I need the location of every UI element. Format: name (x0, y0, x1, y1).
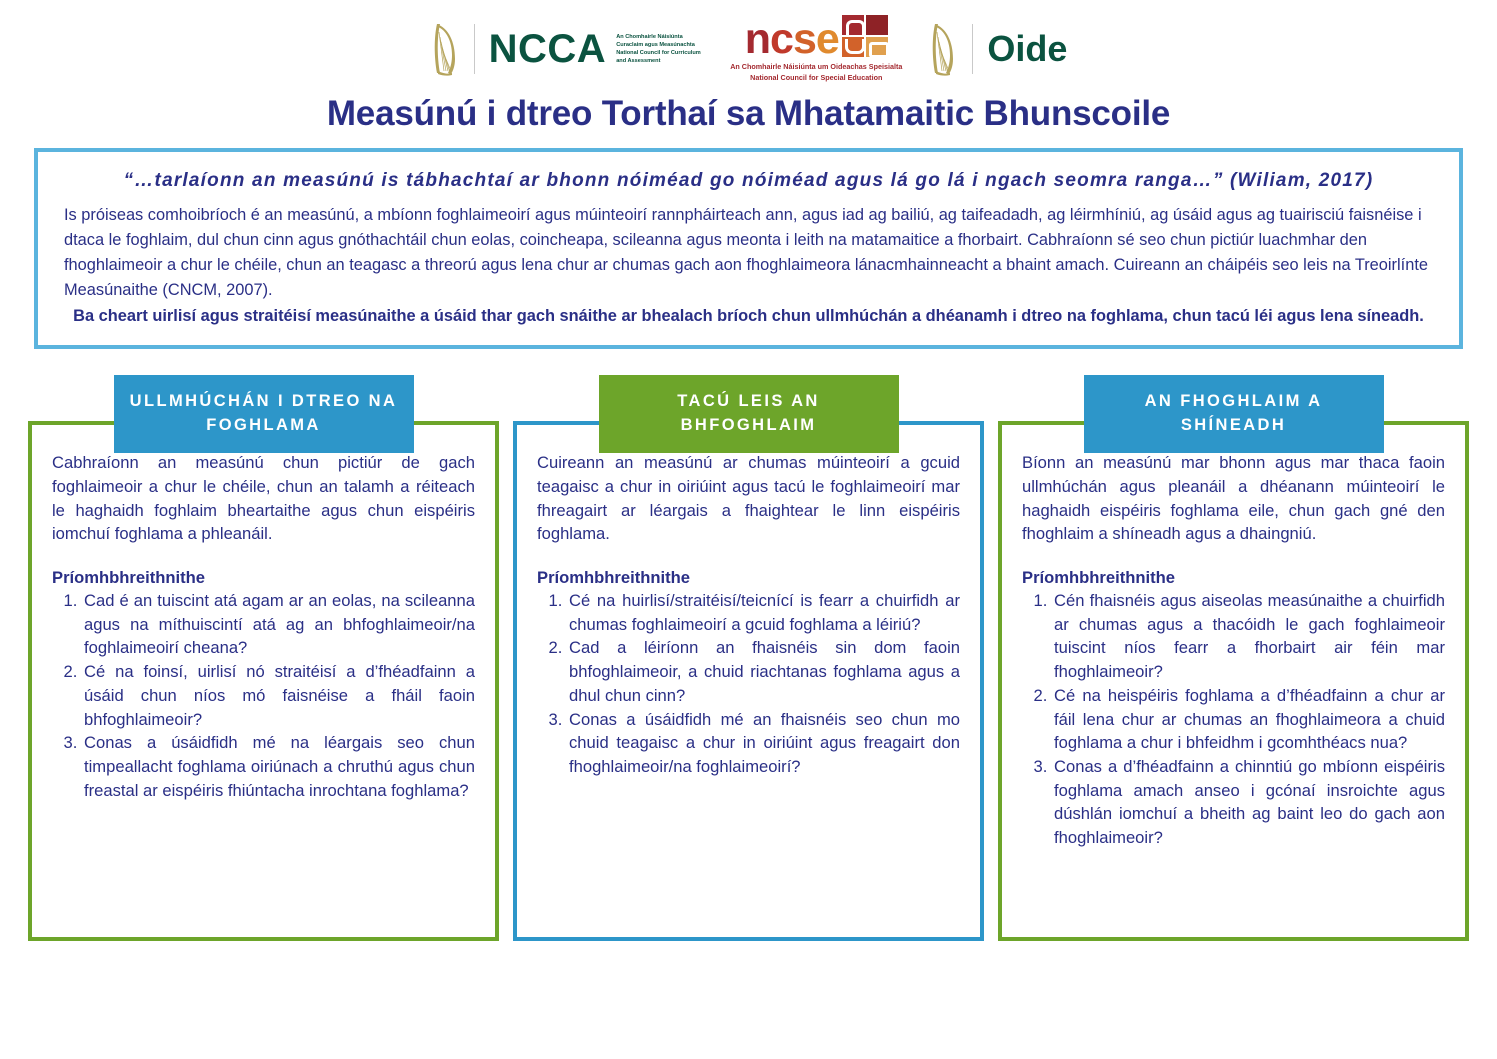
ncse-caption (730, 62, 902, 83)
quote-emphasis-text: Ba cheart uirlisí agus straitéisí measúnaithe a úsáid thar gach snáithe ar bhealach bríoch chun ullmhúchán a dhéanamh i dtreo na foghlama, chun tacú léi agus lena síneadh. (73, 307, 1424, 326)
column-intro-3: Bíonn an measúnú mar bhonn agus mar thaca faoin ullmhúchán agus pleanáil a dhéanann múinteoirí le haghaidh eispéiris foghlama eile, chun gach gné den fhoghlaim a shíneadh agus a dhaingniú. (1022, 453, 1445, 544)
irish-harp-icon (430, 21, 460, 77)
column-frame-3 (998, 421, 1469, 941)
quote-box (34, 148, 1463, 349)
list-item: 1. Cé na huirlisí/straitéisí/teicnící is fearr a chuirfidh ar chumas foghlaimeoirí a gcuid foghlama a léiriú? (567, 589, 960, 636)
list-item: 3. Conas a úsáidfidh mé an fhaisnéis seo chun mo chuid teagaisc a chur in oiriúint agus freagairt don fhoghlaimeoir/na foghlaimeoirí? (567, 708, 960, 779)
oide-logo (928, 21, 1067, 77)
column-intro-2: Cuireann an measúnú ar chumas múinteoirí a gcuid teagaisc a chur in oiriúint agus tacú le foghlaimeoirí mar fhreagairt ar léargais a fhaightear le linn eispéiris foghlama. (537, 453, 960, 544)
ncse-caption-irish: An Chomhairle Náisiúnta um Oideachas Speisialta (730, 62, 903, 72)
ncse-letter-s: s (792, 14, 816, 63)
ncca-logo (430, 21, 709, 77)
ncse-caption-english: National Council for Special Education (750, 72, 883, 82)
question-list-1 (52, 589, 475, 802)
ncca-subtitle: An Chomhairle Náisiúnta Curaclaim agus Measúnachta National Council for Curriculum and Assessment (616, 33, 701, 65)
column-subhead-3: Príomhbhreithnithe (1022, 568, 1176, 587)
ncca-wordmark: NCCA (488, 27, 607, 71)
list-item: 3. Conas a d’fhéadfainn a chinntiú go mbíonn eispéiris foghlama amach anseo i gcónaí insroichte agus dúshlán iomchuí a bheith ag baint leo do gach aon fhoghlaimeoir? (1052, 755, 1445, 850)
irish-harp-icon-2 (928, 21, 958, 77)
column-frame-1 (28, 421, 499, 941)
three-column-section (28, 375, 1469, 941)
list-item: 2. Cé na heispéiris foghlama a d’fhéadfainn a chur ar fáil lena chur ar chumas an fhoghlaimeora a chuid foghlama a chur i bhfeidhm i gcomhthéacs nua? (1052, 684, 1445, 755)
question-list-3 (1022, 589, 1445, 850)
ncse-squares-icon (842, 15, 888, 57)
list-item: 1. Cén fhaisnéis agus aiseolas measúnaithe a chuirfidh ar chumas agus a thacóidh le gach foghlaimeoir tuiscint níos fearr a fhorbairt air féin mar fhoghlaimeoir? (1052, 589, 1445, 684)
column-fhoghlaim-shineadh (998, 375, 1469, 941)
column-subhead-1: Príomhbhreithnithe (52, 568, 206, 587)
list-item: 3. Conas a úsáidfidh mé na léargais seo chun timpeallacht foghlama oiriúnach a chruthú agus chun freastal ar eispéiris fhiúntacha inrochtana foghlama? (82, 731, 475, 802)
ncse-letter-n: n (744, 14, 771, 63)
logo-divider-2 (972, 24, 973, 74)
logo-bar (0, 0, 1497, 92)
ncse-letter-c: c (770, 14, 793, 63)
column-header-tacu: TACÚ LEIS AN BHFOGHLAIM (599, 375, 899, 453)
ncse-logo (730, 15, 902, 83)
column-header-fhoghlaim: AN FHOGHLAIM A SHÍNEADH (1084, 375, 1384, 453)
column-subhead-2: Príomhbhreithnithe (537, 568, 691, 587)
ncse-wordmark (744, 14, 888, 63)
list-item: 1. Cad é an tuiscint atá agam ar an eolas, na scileanna agus na míthuiscintí atá ag an bhfoghlaimeoir/na foghlaimeoirí cheana? (82, 589, 475, 660)
column-ullmhuchan (28, 375, 499, 941)
column-frame-2 (513, 421, 984, 941)
question-list-2 (537, 589, 960, 779)
logo-divider-1 (474, 24, 475, 74)
list-item: 2. Cé na foinsí, uirlisí nó straitéisí a d’fhéadfainn a úsáid chun níos mó faisnéise a fháil faoin bhfoghlaimeoir? (82, 660, 475, 731)
column-header-ullmhuchan: ULLMHÚCHÁN I DTREO NA FOGHLAMA (114, 375, 414, 453)
oide-wordmark: Oide (987, 28, 1068, 69)
column-intro-1: Cabhraíonn an measúnú chun pictiúr de gach foghlaimeoir a chur le chéile, chun an talamh a réiteach le haghaidh foghlaim bheartaithe agus chun eispéiris iomchuí foghlama a phleanáil. (52, 453, 475, 544)
list-item: 2. Cad a léiríonn an fhaisnéis sin dom faoin bhfoghlaimeoir, a chuid riachtanas foghlama agus a dhul chun cinn? (567, 636, 960, 707)
quote-citation: “…tarlaíonn an measúnú is tábhachtaí ar bhonn nóiméad go nóiméad agus lá go lá i ngach seomra ranga…” (Wiliam, 2017) (123, 170, 1374, 191)
ncse-letter-e: e (815, 14, 839, 63)
quote-body-text: Is próiseas comhoibríoch é an measúnú, a mbíonn foghlaimeoirí agus múinteoirí rannpháirteach ann, agus iad ag bailiú, ag taifeadadh, ag léirmhíniú, ag úsáid agus ag tuairisciú faisnéise i dtaca le foghlaim, dul chun cinn agus gnóthachtáil chun eolas, coincheapa, scileanna agus meonta i leith na matamaitice a fhorbairt. Cabhraíonn sé seo chun pictiúr luachmhar den fhoghlaimeoir a chur le chéile, chun an teagasc a threorú agus lena chur ar chumas gach aon fhoghlaimeora lánacmhainneacht a bhaint amach. Cuireann an cháipéis seo leis na Treoirlínte Measúnaithe (CNCM, 2007). (64, 206, 1428, 300)
page-title: Measúnú i dtreo Torthaí sa Mhatamaitic Bhunscoile (326, 94, 1171, 133)
column-tacu (513, 375, 984, 941)
